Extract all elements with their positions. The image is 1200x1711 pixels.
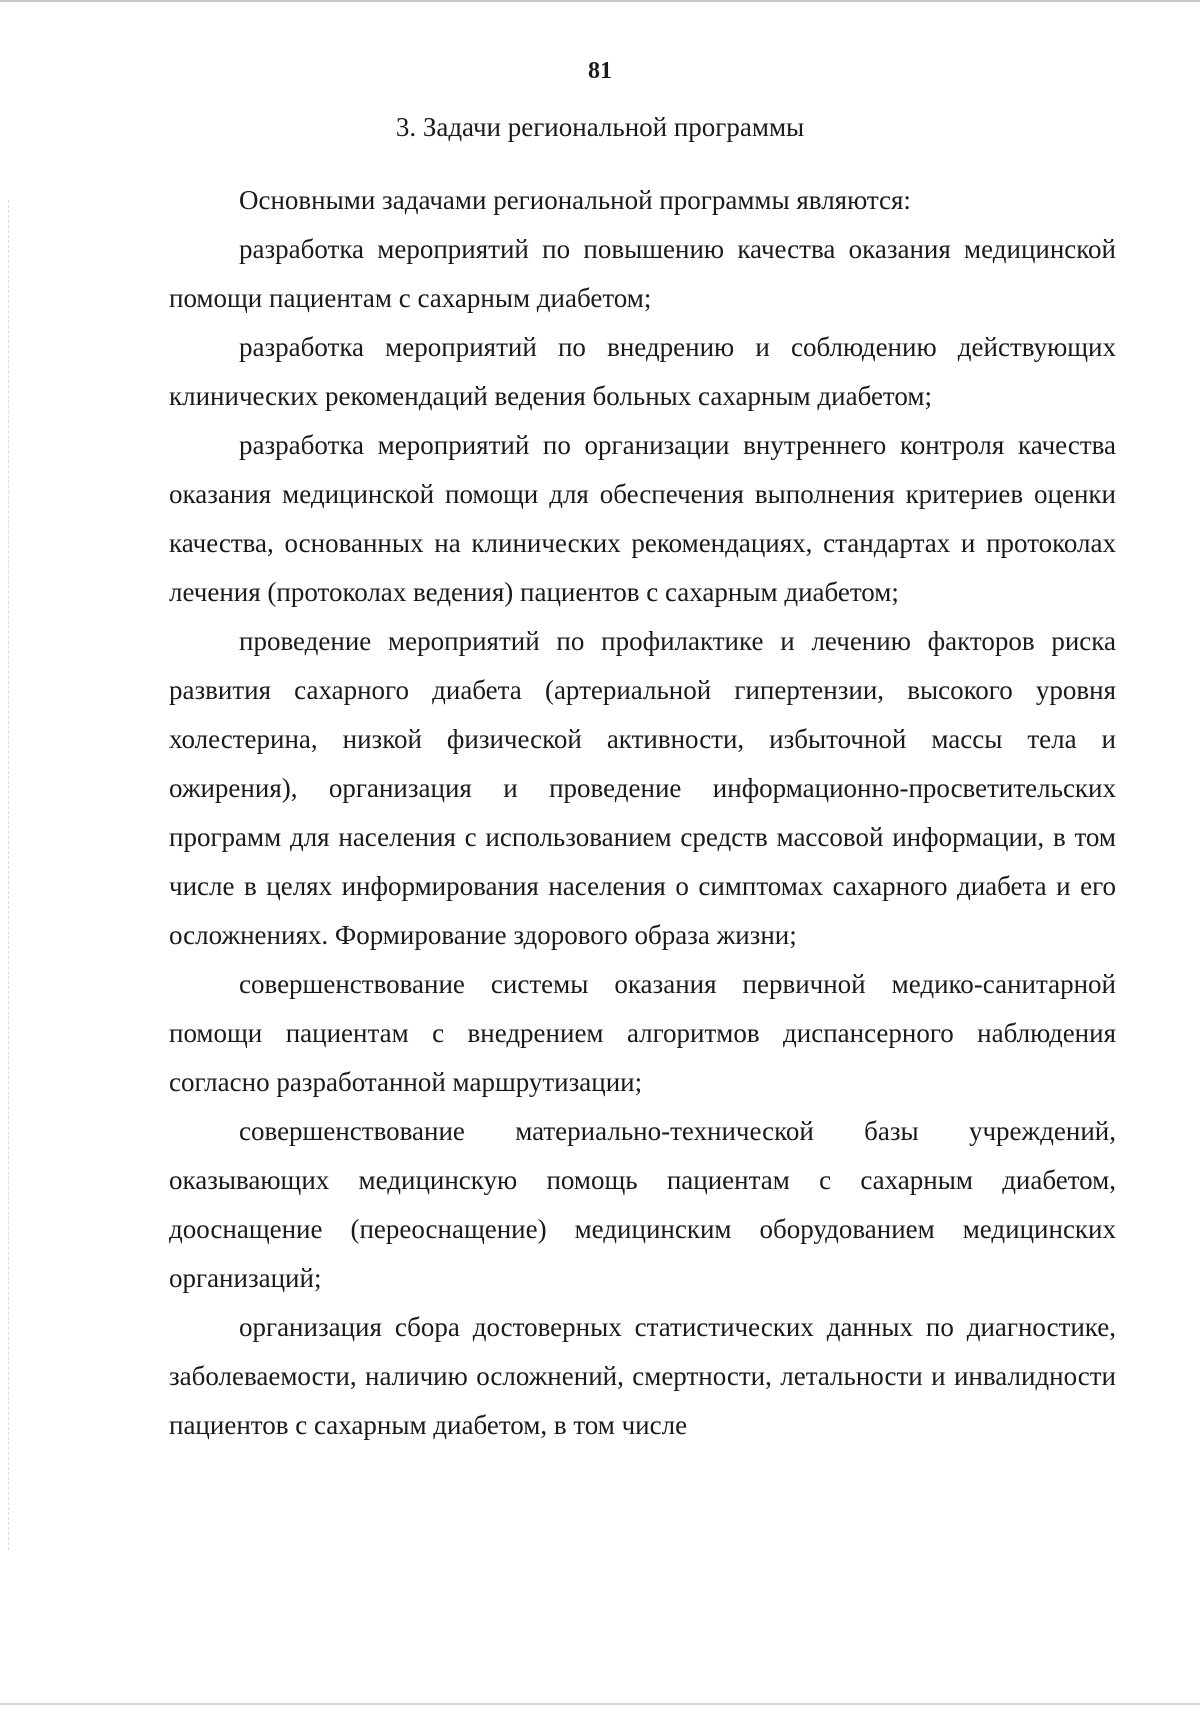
body-text bbox=[169, 176, 1116, 1450]
section-title: 3. Задачи региональной программы bbox=[395, 112, 805, 142]
task-paragraph: совершенствование материально-технической базы учреждений, оказывающих медицинскую помощь пациентам с сахарным диабетом, дооснащение (переоснащение) медицинским оборудованием медицинских организаций; bbox=[169, 1116, 1116, 1293]
task-paragraph: совершенствование системы оказания первичной медико-санитарной помощи пациентам с внедрением алгоритмов диспансерного наблюдения согласно разработанной маршрутизации; bbox=[169, 969, 1116, 1097]
intro-paragraph: Основными задачами региональной программы являются: bbox=[239, 185, 911, 215]
task-paragraph: разработка мероприятий по повышению качества оказания медицинской помощи пациентам с сахарным диабетом; bbox=[169, 234, 1116, 313]
scan-edge-left bbox=[8, 200, 9, 1550]
task-paragraph: разработка мероприятий по организации внутреннего контроля качества оказания медицинской помощи для обеспечения выполнения критериев оценки качества, основанных на клинических рекомендациях, стандартах и протоколах лечения (протоколах ведения) пациентов с сахарным диабетом; bbox=[169, 430, 1116, 607]
page-number: 81 bbox=[588, 58, 612, 84]
task-paragraph: проведение мероприятий по профилактике и лечению факторов риска развития сахарного диабета (артериальной гипертензии, высокого уровня холестерина, низкой физической активности, избыточной массы тела и ожирения), организация и проведение информационно-просветительских программ для населения с использованием средств массовой информации, в том числе в целях информирования населения о симптомах сахарного диабета и его осложнениях. Формирование здорового образа жизни; bbox=[169, 626, 1116, 950]
task-paragraph: разработка мероприятий по внедрению и соблюдению действующих клинических рекомендаций ведения больных сахарным диабетом; bbox=[169, 332, 1116, 411]
scan-edge-bottom bbox=[0, 1703, 1200, 1705]
task-paragraph: организация сбора достоверных статистических данных по диагностике, заболеваемости, наличию осложнений, смертности, летальности и инвалидности пациентов с сахарным диабетом, в том числе bbox=[169, 1312, 1116, 1440]
scan-edge-top bbox=[0, 0, 1200, 3]
